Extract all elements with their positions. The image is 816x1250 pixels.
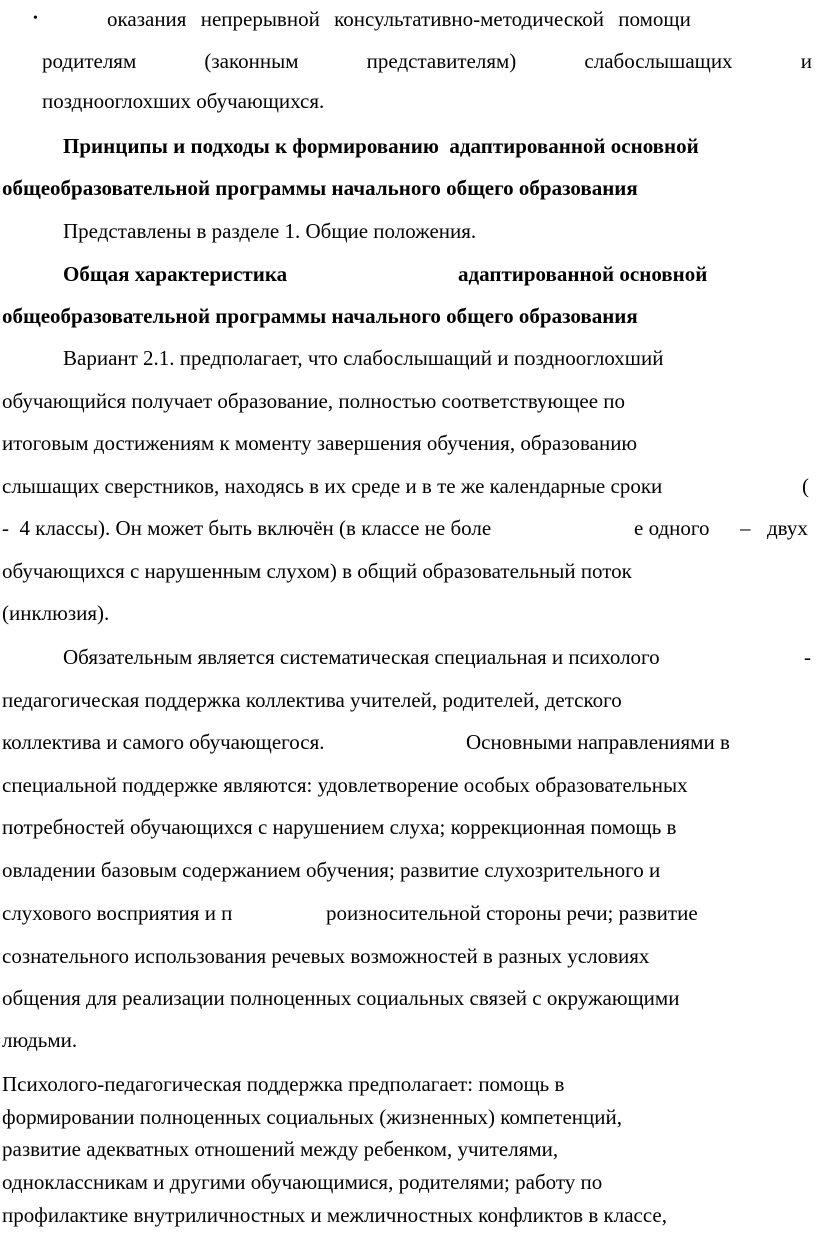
bullet-line-3: позднооглохших обучающихся. xyxy=(42,89,325,113)
paragraph1-line-1: Вариант 2.1. предполагает, что слабослышащий и позднооглохший xyxy=(63,346,664,370)
paragraph2-line-10: людьми. xyxy=(2,1028,78,1052)
paragraph3-line-5: профилактике внутриличностных и межличностных конфликтов в классе, xyxy=(2,1203,667,1227)
principles-text: Представлены в разделе 1. Общие положения. xyxy=(63,219,477,243)
paragraph2-line-3b: Основными направлениями в xyxy=(466,730,730,754)
bullet-line-1: оказания непрерывной консультативно-методической помощи xyxy=(107,7,691,31)
paragraph1-line-5c: двух xyxy=(767,516,808,540)
paragraph2-line-8: сознательного использования речевых возможностей в разных условиях xyxy=(2,944,650,968)
bullet-dot-icon: • xyxy=(33,11,38,26)
characteristics-heading-line-2: общеобразовательной программы начального общего образования xyxy=(2,304,638,328)
paragraph1-line-5-dash: – xyxy=(740,516,751,540)
bullet-word: (законным xyxy=(204,49,299,73)
paragraph3-line-3: развитие адекватных отношений между ребенком, учителями, xyxy=(2,1137,559,1161)
paragraph2-line-9: общения для реализации полноценных социальных связей с окружающими xyxy=(2,986,680,1010)
paragraph2-line-4: специальной поддержке являются: удовлетворение особых образовательных xyxy=(2,773,688,797)
paragraph2-line-5: потребностей обучающихся с нарушением слуха; коррекционная помощь в xyxy=(2,815,677,839)
paragraph1-line-6: обучающихся с нарушенным слухом) в общий образовательный поток xyxy=(2,559,632,583)
paragraph1-line-7: (инклюзия). xyxy=(2,601,110,625)
paragraph2-line-7a: слухового восприятия и п xyxy=(2,901,233,925)
paragraph3-line-2: формировании полноценных социальных (жизненных) компетенций, xyxy=(2,1105,622,1129)
paragraph1-line-2: обучающийся получает образование, полностью соответствующее по xyxy=(2,389,626,413)
bullet-word: слабослышащих xyxy=(584,49,733,73)
paragraph1-line-4: слышащих сверстников, находясь в их среде и в те же календарные сроки xyxy=(2,474,663,498)
bullet-word: представителям) xyxy=(366,49,517,73)
principles-heading-line-2: общеобразовательной программы начального общего образования xyxy=(2,176,638,200)
paragraph3-line-1: Психолого-педагогическая поддержка предполагает: помощь в xyxy=(2,1072,565,1096)
paragraph2-line-1: Обязательным является систематическая специальная и психолого xyxy=(63,645,660,669)
bullet-word: родителям xyxy=(42,49,137,73)
paragraph1-line-5b: е одного xyxy=(634,516,710,540)
paragraph2-line-1-dash: - xyxy=(804,645,811,669)
paragraph3-line-4: одноклассникам и другими обучающимися, родителями; работу по xyxy=(2,1170,603,1194)
paragraph1-line-5: - 4 классы). Он может быть включён (в классе не боле xyxy=(2,516,492,540)
characteristics-heading-line-1b: адаптированной основной xyxy=(458,262,708,286)
principles-heading-line-1: Принципы и подходы к формированию адаптированной основной xyxy=(63,134,699,158)
paragraph2-line-7b: роизносительной стороны речи; развитие xyxy=(326,901,698,925)
paragraph1-line-3: итоговым достижениям к моменту завершения обучения, образованию xyxy=(2,431,638,455)
characteristics-heading-line-1a: Общая характеристика xyxy=(63,262,288,286)
paragraph2-line-6: овладении базовым содержанием обучения; развитие слухозрительного и xyxy=(2,858,661,882)
paragraph2-line-3a: коллектива и самого обучающегося. xyxy=(2,730,325,754)
paragraph2-line-2: педагогическая поддержка коллектива учителей, родителей, детского xyxy=(2,688,622,712)
bullet-word: и xyxy=(800,49,812,73)
paragraph1-line-4-paren: ( xyxy=(802,474,809,498)
bullet-line-2 xyxy=(42,48,812,74)
